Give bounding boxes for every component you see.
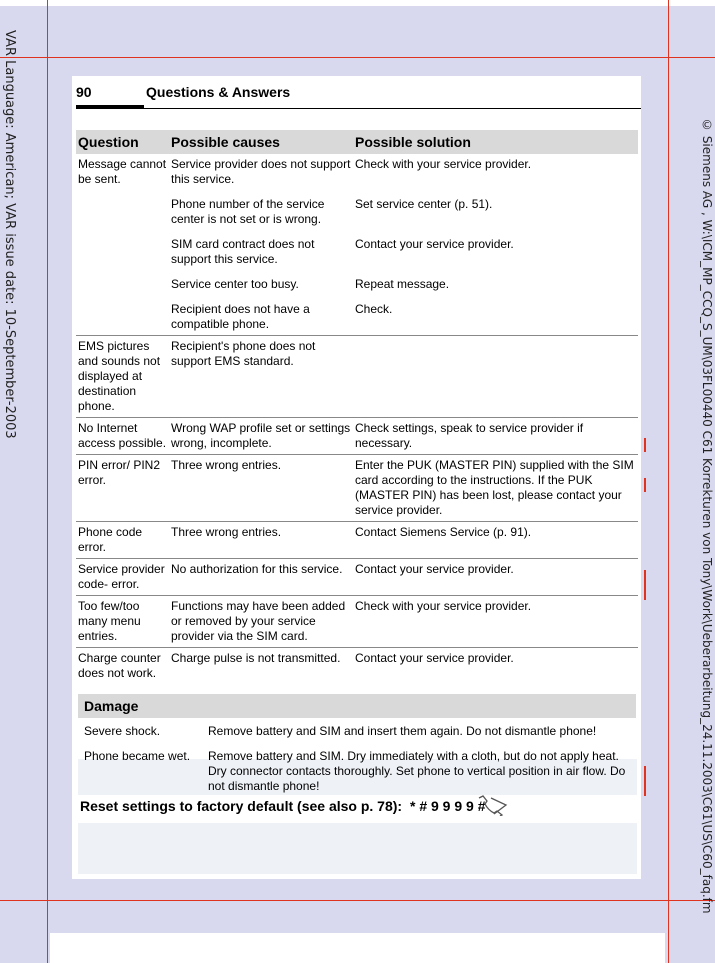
table-row [76,596,638,648]
question-cell [76,190,169,230]
question-cell [76,295,169,336]
cause-cell: No authorization for this service. [169,559,353,596]
damage-solution: Remove battery and SIM. Dry immediately with a cloth, but do not apply heat. Dry connector contacts thoroughly. Set phone to vertical position in air flow. Do not dismantle phone! [208,749,626,793]
sidebar-left-text: VAR Language: American; VAR issue date: 10-September-2003 [2,30,17,439]
table-row [76,270,638,295]
next-page-edge [50,933,665,963]
solution-cell: Set service center (p. 51). [355,197,493,211]
crop-line-right [668,0,669,963]
cause-cell: Functions may have been added or removed by your service provider via the SIM card. [169,596,353,648]
cause-cell: Wrong WAP profile set or settings wrong, incomplete. [169,418,353,455]
damage-section [78,694,636,797]
column-header-question: Question [76,130,169,154]
table-row [76,648,638,685]
page-number: 90 [76,84,92,100]
change-bar [644,438,646,452]
table-row [76,190,638,230]
solution-cell: Check with your service provider. [355,157,532,171]
table-row [76,418,638,455]
crop-line-left [47,0,48,963]
cause-cell: Three wrong entries. [169,522,353,559]
question-cell: Service provider code- error. [76,559,169,596]
damage-issue: Severe shock. [84,724,161,738]
cause-cell: SIM card contract does not support this service. [171,237,315,266]
table-row [76,336,638,418]
solution-cell: Check. [355,302,393,316]
question-cell: Message cannot be sent. [78,157,167,186]
question-cell: Too few/too many menu entries. [76,596,169,648]
header-rule [76,108,641,109]
table-row [76,230,638,270]
reset-key-sequence: * # 9 9 9 9 # [409,798,486,814]
damage-solution: Remove battery and SIM and insert them again. Do not dismantle phone! [208,724,597,738]
reset-instruction [80,798,486,814]
reset-text: Reset settings to factory default (see also p. 78): [80,798,403,814]
solution-cell [353,336,638,418]
solution-cell: Contact your service provider. [353,648,638,685]
solution-cell: Check settings, speak to service provider if necessary. [353,418,638,455]
page-title: Questions & Answers [146,84,291,100]
cause-cell: Service center too busy. [171,277,299,291]
question-cell [76,270,169,295]
question-cell: Phone code error. [76,522,169,559]
cause-cell: Phone number of the service center is not set or is wrong. [171,197,325,226]
shaded-area [78,823,637,874]
change-bar [644,766,646,796]
damage-heading: Damage [78,694,636,718]
table-row [76,295,638,336]
question-cell: No Internet access possible. [76,418,169,455]
table-row [76,522,638,559]
column-header-solution: Possible solution [353,130,638,154]
crop-line-bottom [0,900,715,901]
solution-cell: Check with your service provider. [353,596,638,648]
change-bar [644,478,646,492]
document-page [72,76,641,879]
damage-issue: Phone became wet. [84,749,191,763]
table-row [76,455,638,522]
question-cell: PIN error/ PIN2 error. [76,455,169,522]
column-header-causes: Possible causes [169,130,353,154]
cause-cell: Service provider does not support this service. [171,157,351,186]
question-cell: Charge counter does not work. [76,648,169,685]
damage-row [78,749,636,797]
cause-cell: Recipient does not have a compatible phone. [171,302,310,331]
damage-row [78,724,636,747]
faq-table [76,130,638,684]
change-bar [644,570,646,600]
solution-cell: Contact Siemens Service (p. 91). [353,522,638,559]
table-row [76,559,638,596]
solution-cell: Contact your service provider. [355,237,514,251]
cause-cell: Charge pulse is not transmitted. [169,648,353,685]
cause-cell: Three wrong entries. [169,455,353,522]
crop-line-top [0,57,715,58]
solution-cell: Contact your service provider. [353,559,638,596]
question-cell: EMS pictures and sounds not displayed at destination phone. [76,336,169,418]
question-cell [76,230,169,270]
solution-cell: Repeat message. [355,277,450,291]
top-edge [0,0,715,6]
table-row [76,154,638,190]
cause-cell: Recipient's phone does not support EMS standard. [169,336,353,418]
sidebar-right-text: © Siemens AG , W:\ICM_MP_CCQ_S_UM\03FL00440 C61 Korrekturen von Tony\Work\Ueberarbeitung_24.11.2003\C61\US\C60_faq.fm [700,118,714,914]
phone-call-icon [476,794,510,816]
solution-cell: Enter the PUK (MASTER PIN) supplied with the SIM card according to the instructions. If the PUK (MASTER PIN) has been lost, please contact your service provider. [353,455,638,522]
